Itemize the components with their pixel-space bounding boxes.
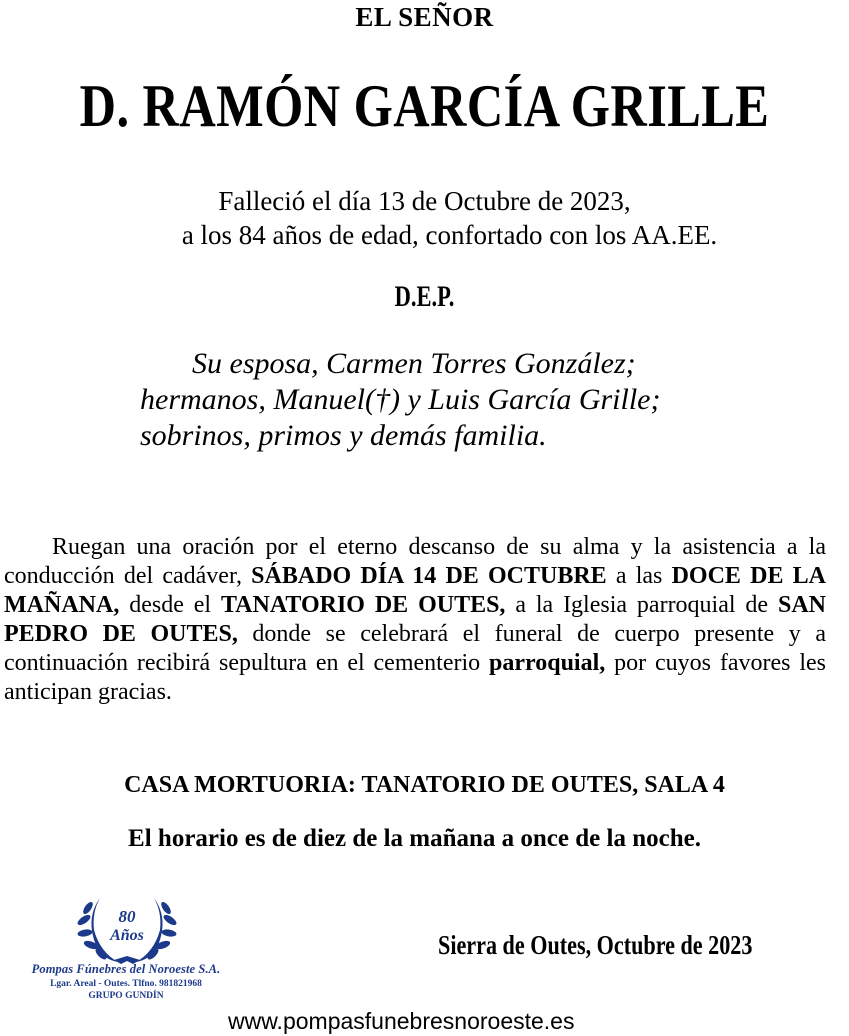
request-text: a las	[606, 563, 672, 589]
family-line-spouse: Su esposa, Carmen Torres González;	[192, 347, 636, 380]
request-church: SAN PEDRO DE OUTES,	[4, 592, 826, 647]
request-text: a la Iglesia parroquial de	[505, 592, 778, 618]
request-cemetery: parroquial,	[489, 650, 606, 676]
company-name: Pompas Fúnebres del Noroeste S.A.	[31, 962, 221, 976]
request-text: desde el	[119, 592, 221, 618]
request-time: DOCE DE LA MAÑANA,	[4, 563, 827, 618]
laurel-wreath-icon	[2, 890, 252, 965]
dep-abbreviation: D.E.P.	[394, 280, 455, 313]
request-date: SÁBADO DÍA 14 DE OCTUBRE	[251, 563, 607, 589]
logo-years: Años	[110, 927, 144, 944]
company-address: Lgar. Areal - Outes. Tlfno. 981821968	[50, 979, 202, 989]
death-details	[0, 184, 849, 252]
notice-heading: EL SEÑOR	[355, 2, 494, 32]
logo-number: 80	[118, 907, 136, 926]
request-text: donde se celebrará el funeral de cuerpo presente y a continuación recibirá sepultura en el cementerio	[4, 621, 826, 676]
death-date-line: Falleció el día 13 de Octubre de 2023,	[218, 186, 631, 216]
funeral-home-location: CASA MORTUORIA: TANATORIO DE OUTES, SALA 4	[124, 772, 725, 798]
death-age-line: a los 84 años de edad, confortado con los AA.EE.	[181, 220, 718, 250]
website-link[interactable]: www.pompasfunebresnoroeste.es	[228, 1008, 575, 1034]
family-line-siblings: hermanos, Manuel(†) y Luis García Grille;	[140, 383, 661, 416]
request-text: Ruegan una oración por el eterno descanso de su alma y la asistencia a la conducción del cadáver,	[4, 534, 826, 589]
funeral-request-paragraph	[4, 533, 826, 707]
request-text: por cuyos favores les anticipan gracias.	[4, 650, 826, 705]
visiting-hours: El horario es de diez de la mañana a once de la noche.	[128, 825, 701, 852]
family-mourners	[140, 346, 800, 454]
company-group: GRUPO GUNDÍN	[88, 991, 164, 1001]
place-and-date: Sierra de Outes, Octubre de 2023	[438, 930, 753, 960]
family-line-relatives: sobrinos, primos y demás familia.	[140, 419, 547, 452]
deceased-name: D. RAMÓN GARCÍA GRILLE	[79, 73, 770, 139]
request-origin: TANATORIO DE OUTES,	[220, 592, 506, 618]
